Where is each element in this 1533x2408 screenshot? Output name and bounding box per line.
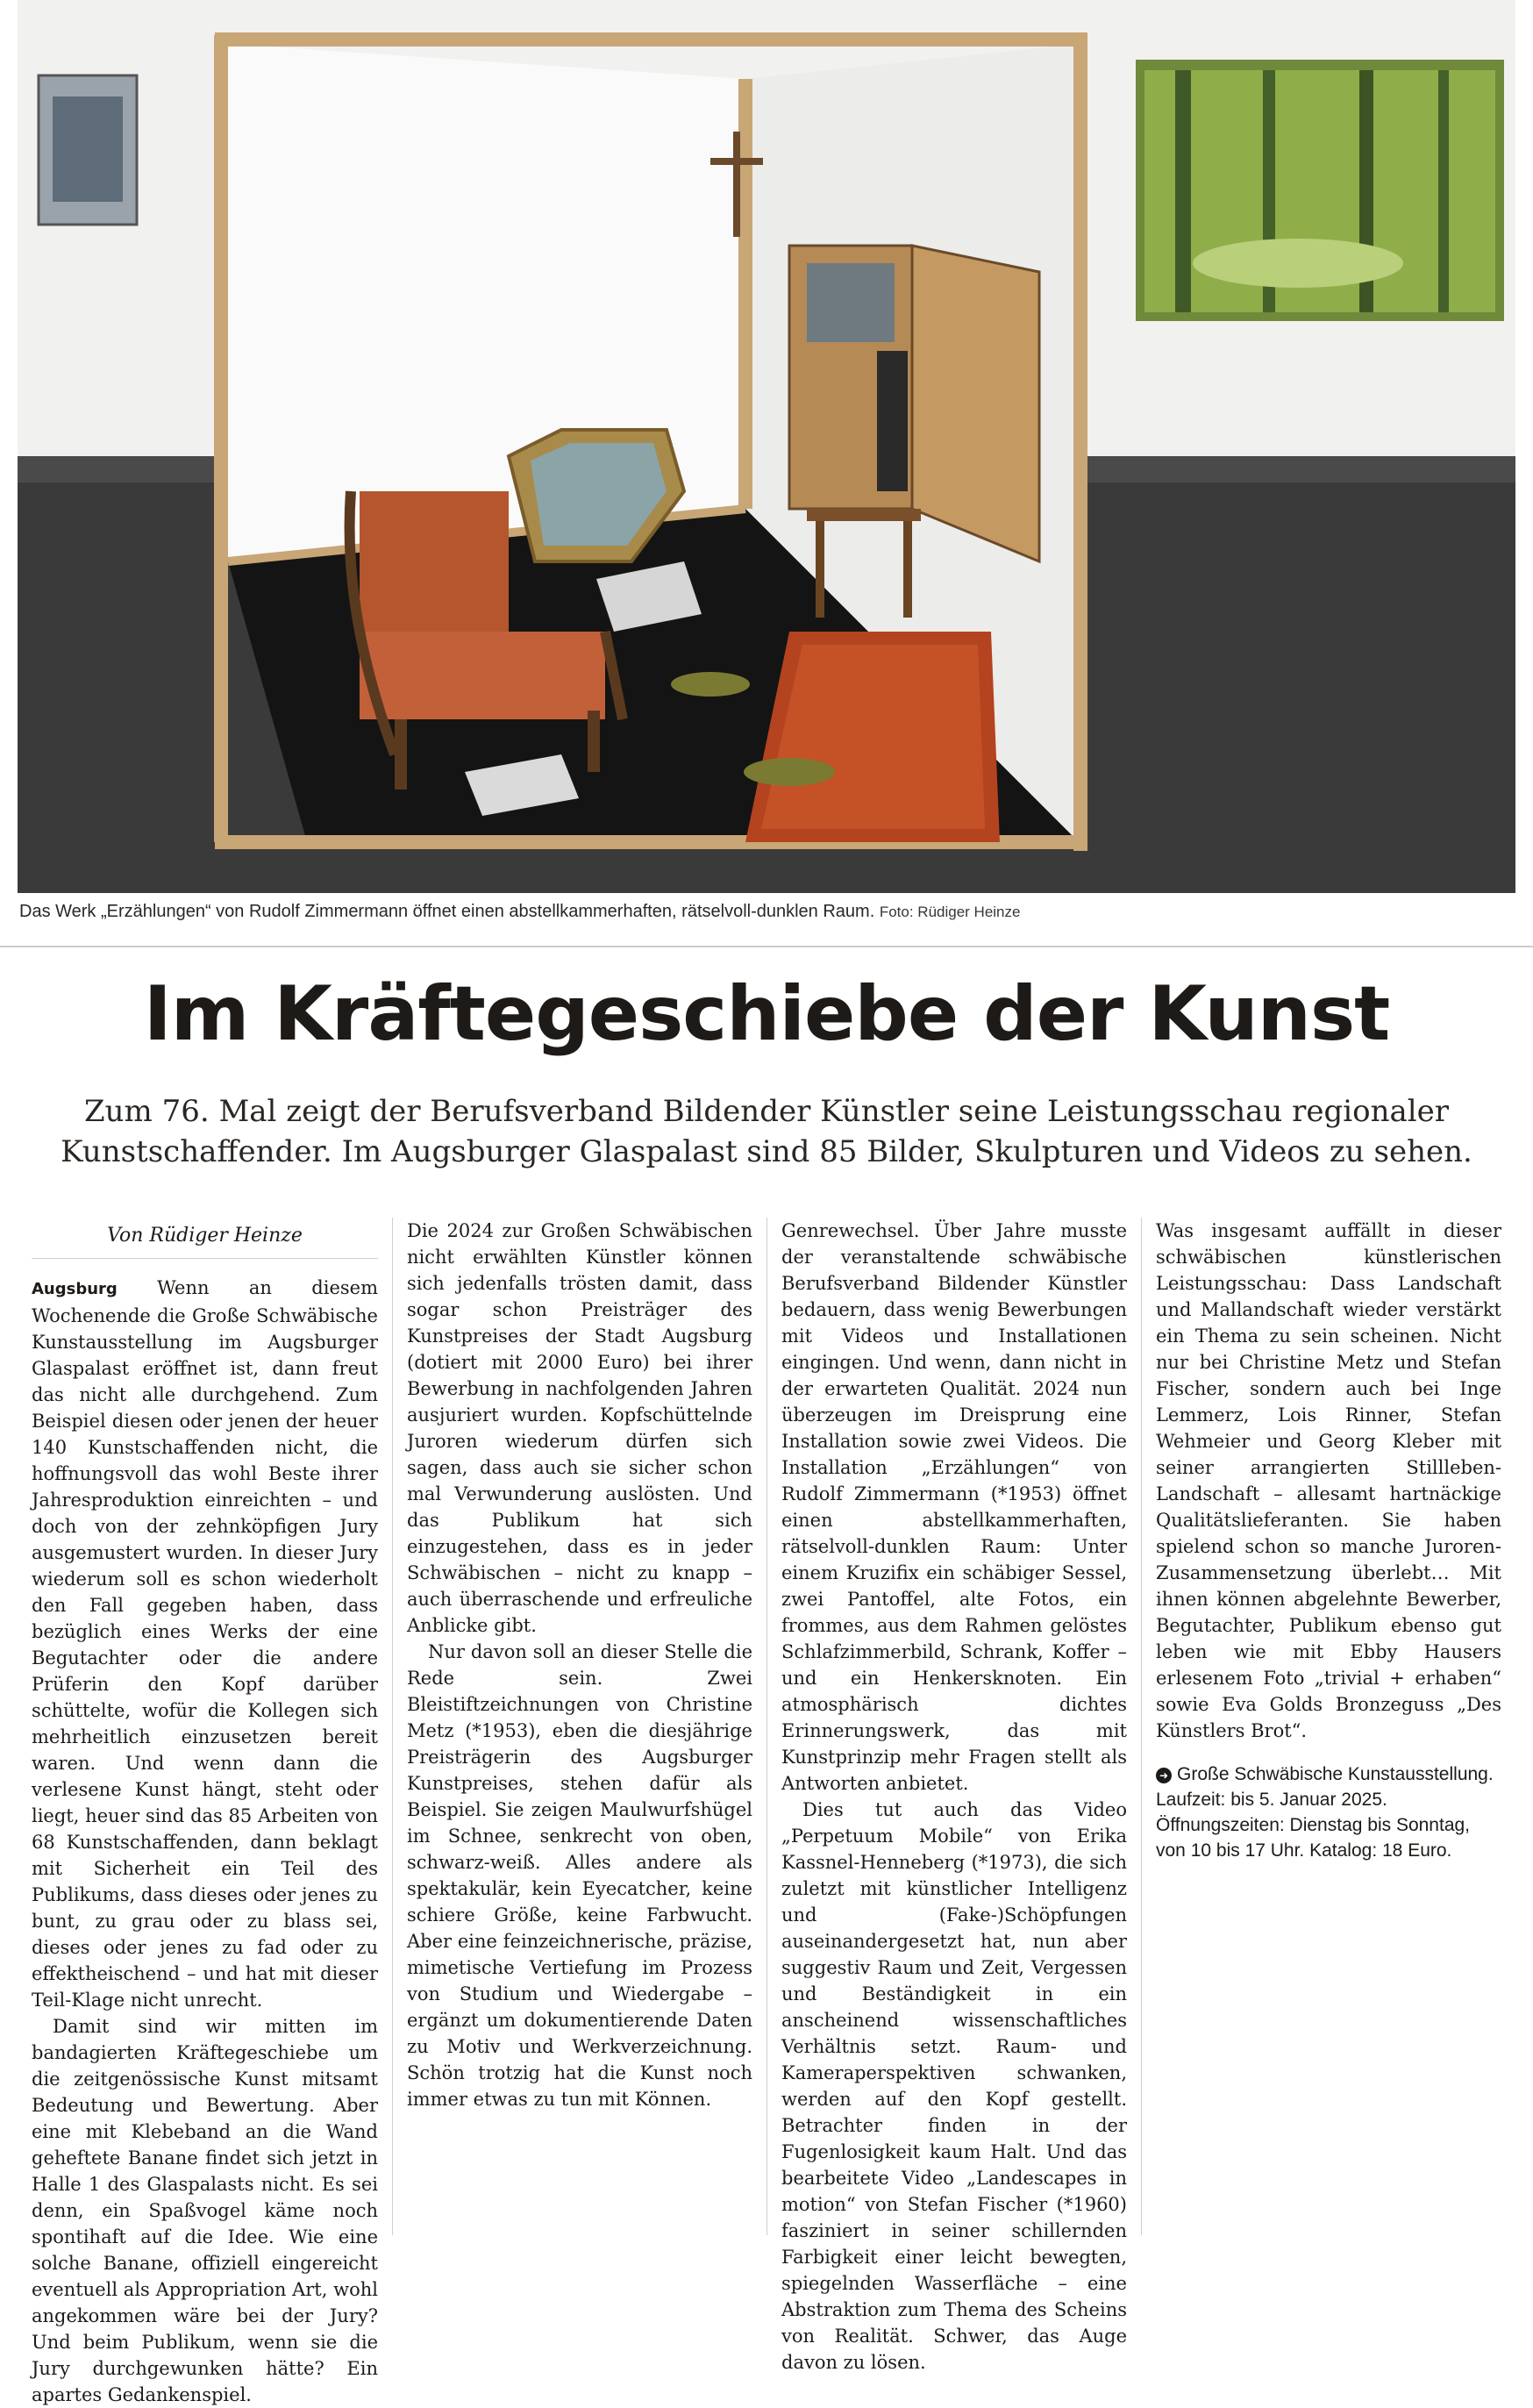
paragraph: Damit sind wir mitten im bandagierten Kräftegeschiebe um die zeitgenössische Kunst mitsamt Bedeutung und Bewertung. Aber eine mit Klebeband an die Wand geheftete Banane findet sich jetzt in Halle 1 des Glaspalasts nicht. Es sei denn, ein Spaßvogel käme noch spontihaft auf die Idee. Wie eine solche Banane, offiziell eingereicht eventuell als Appropriation Art, wohl angekommen wäre bei der Jury? Und beim Publikum, wenn sie die Jury durchgewunken hätte? Ein apartes Gedankenspiel. (32, 2016, 378, 2405)
caption-divider (0, 946, 1533, 947)
column-2 (392, 1218, 766, 2235)
column-1 (18, 1218, 392, 2405)
article-body (18, 1218, 1515, 2405)
byline: Von Rüdiger Heinze (32, 1218, 378, 1259)
caption-text: Das Werk „Erzählungen“ von Rudolf Zimmermann öffnet einen abstellkammerhaften, rätselvoll-dunklen Raum. (19, 902, 875, 921)
paragraph: Genrewechsel. Über Jahre musste der veranstaltende schwäbische Berufsverband Bildender Künstler bedauern, dass wenig Bewerbungen mit Videos und Installationen eingingen. Und wenn, dann nicht in der erwarteten Qualität. 2024 nun überzeugen im Dreisprung eine Installation sowie zwei Videos. Die Installation „Erzählungen“ von Rudolf Zimmermann (*1953) öffnet einen abstellkammerhaften, rätselvoll-dunklen Raum: Unter einem Kruzifix ein schäbiger Sessel, zwei Pantoffel, alte Fotos, ein frommes, aus dem Rahmen gelöstes Schlafzimmerbild, Schrank, Koffer – und ein Henkersknoten. Ein atmosphärisch dichtes Erinnerungswerk, das mit Kunstprinzip mehr Fragen stellt als Antworten anbietet. (781, 1220, 1127, 1794)
info-box (1156, 1761, 1501, 1863)
dateline: Augsburg (32, 1280, 118, 1298)
column-4 (1141, 1218, 1515, 2235)
paragraph: Nur davon soll an dieser Stelle die Rede sein. Zwei Bleistiftzeichnungen von Christine Metz (*1953), eben die diesjährige Preisträgerin des Augsburger Kunstpreises, stehen dafür als Beispiel. Sie zeigen Maulwurfshügel im Schnee, senkrecht von oben, schwarz-weiß. Alles andere als spektakulär, kein Eyecatcher, keine schiere Größe, keine Farbwucht. Aber eine feinzeichnerische, präzise, mimetische Vertiefung im Prozess von Studium und Wiedergabe – ergänzt um dokumentierende Daten zu Motiv und Werkverzeichnung. Schön trotzig hat die Kunst noch immer etwas zu tun mit Können. (407, 1641, 752, 2110)
headline: Im Kräftegeschiebe der Kunst (143, 970, 1390, 1058)
info-text: Große Schwäbische Kunstausstellung. Laufzeit: bis 5. Januar 2025. Öffnungszeiten: Dienstag bis Sonntag, von 10 bis 17 Uhr. Katalog: 18 Euro. (1156, 1764, 1494, 1861)
arrow-icon: ➜ (1156, 1768, 1172, 1783)
photo-caption (19, 902, 1510, 922)
deck: Zum 76. Mal zeigt der Berufsverband Bildender Künstler seine Leistungsschau regionaler Kunstschaffender. Im Augsburger Glaspalast sind 85 Bilder, Skulpturen und Videos zu sehen. (61, 1094, 1472, 1169)
article-photo (18, 0, 1515, 893)
paragraph: Die 2024 zur Großen Schwäbischen nicht erwählten Künstler können sich jedenfalls trösten damit, dass sogar schon Preisträger des Kunstpreises der Stadt Augsburg (dotiert mit 2000 Euro) bei ihrer Bewerbung in nachfolgenden Jahren ausjuriert wurden. Kopfschüttelnde Juroren wiederum dürfen sich sagen, dass auch sie sicher schon mal Verwunderung auslösten. Und das Publikum hat sich einzugestehen, dass es in jeder Schwäbischen – nicht zu knapp – auch überraschende und erfreuliche Anblicke gibt. (407, 1220, 752, 1636)
column-3 (766, 1218, 1141, 2373)
paragraph: Augsburg Wenn an diesem Wochenende die Große Schwäbische Kunstausstellung im Augsburger Glaspalast eröffnet ist, dann freut das nicht alle durchgehend. Zum Beispiel diesen oder jenen der heuer 140 Kunstschaffenden nicht, die hoffnungsvoll das wohl Beste ihrer Jahresproduktion einreichten – und doch von der zehnköpfigen Jury ausgemustert wurden. In dieser Jury wiederum soll es schon wiederholt den Fall gegeben haben, dass bezüglich eines Werks der eine Begutachter oder die andere Prüferin den Kopf darüber schüttelte, wofür die Kollegen sich mehrheitlich einzusetzen bereit waren. Und wenn dann die verlesene Kunst hängt, steht oder liegt, heuer sind das 85 Arbeiten von 68 Kunstschaffenden, dann beklagt mit Sicherheit ein Teil des Publikums, dass dieses oder jenes zu bunt, zu grau oder zu blass sei, dieses oder jenes zu fad oder zu effektheischend – und hat mit dieser Teil-Klage nicht unrecht. (32, 1277, 378, 2011)
paragraph: Dies tut auch das Video „Perpetuum Mobile“ von Erika Kassnel-Henneberg (*1973), die sich zuletzt mit künstlicher Intelligenz und (Fake-)Schöpfungen auseinandergesetzt hat, nun aber suggestiv Raum und Zeit, Vergessen und Beständigkeit in ein anscheinend wissenschaftliches Verhältnis setzt. Raum- und Kameraperspektiven schwanken, werden auf den Kopf gestellt. Betrachter finden in der Fugenlosigkeit kaum Halt. Und das bearbeitete Video „Landescapes in motion“ von Stefan Fischer (*1960) fasziniert in seiner schillernden Farbigkeit einer leicht bewegten, spiegelnden Wasserfläche – eine Abstraktion zum Thema des Scheins von Realität. Schwer, das Auge davon zu lösen. (781, 1799, 1127, 2373)
paragraph: Was insgesamt auffällt in dieser schwäbischen künstlerischen Leistungsschau: Dass Landschaft und Mallandschaft wieder verstärkt ein Thema zu sein scheinen. Nicht nur bei Christine Metz und Stefan Fischer, sondern auch bei Inge Lemmerz, Lois Rinner, Stefan Wehmeier und Georg Kleber mit seiner arrangierten Stillleben-Landschaft – allesamt hartnäckige Qualitätslieferanten. Sie haben spielend schon so manche Juroren-Zusammensetzung überlebt… Mit ihnen können abgelehnte Bewerber, Begutachter, Publikum ebenso gut leben wie mit Ebby Hausers erlesenem Foto „trivial + erhaben“ sowie Eva Golds Bronzeguss „Des Künstlers Brot“. (1156, 1220, 1501, 1741)
photo-credit: Foto: Rüdiger Heinze (879, 904, 1021, 920)
